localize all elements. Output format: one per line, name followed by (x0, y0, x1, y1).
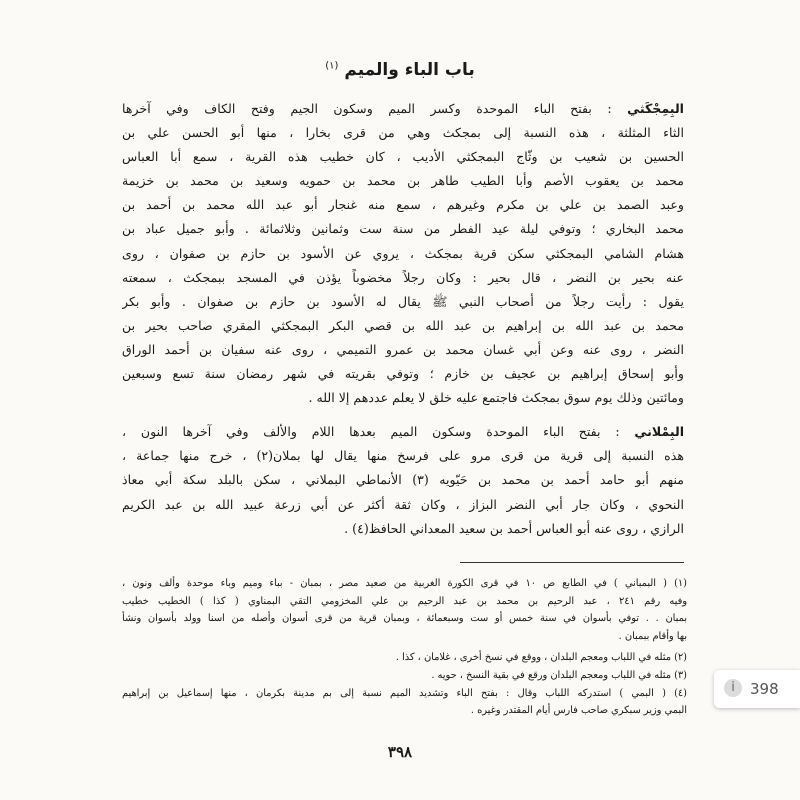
text-line: هشام الشامي البمجكثي سكن قرية بمجكث ، يروي عن الأسود بن حازم بن صفوان ، روى (122, 245, 684, 261)
footnote-line: البمي وزير سبكري صاحب فارس أيام المقتدر وغيره . (470, 705, 687, 717)
text-line: وعبد الصمد بن علي بن مكرم وغيرهم ، سمع منه غنجار أبو عبد الله محمد بن أحمد بن (122, 197, 684, 213)
text-line: الرازي ، روى عنه أبو العباس أحمد بن سعيد المعداني الحافظ(٤) . (344, 520, 684, 536)
text-line: محمد البخاري ؛ وتوفي ليلة عيد الفطر من سنة ست وثمانين وثلاثمائة . وأبو جميل عباد بن (122, 221, 684, 237)
text-line: محمد بن عبد الله بن إبراهيم بن عبد الله بن قصي البكر البمجكثي المقري صاحب بحير بن (122, 317, 684, 333)
footnotes (122, 575, 687, 720)
footnote-2 (122, 649, 687, 667)
main-text (122, 97, 684, 541)
footnote-line: وفيه رقم ٢٤١ ، عبد الرحيم بن محمد بن عبد الرحيم بن علي المخزومي التقي البمناوي ( كذا ) الخطيب خطيب (122, 595, 687, 607)
text-line: النضر ، روى عنه وعن أبي غسان محمد بن عمرو التميمي ، روى عنه سفيان بن أحمد الوراق (122, 341, 684, 357)
footnote-line: (٣) مثله في اللباب ومعجم البلدان ورقع في بقية النسخ ، حويه . (431, 669, 687, 681)
entry-bimlani (122, 420, 684, 540)
entry-gap (122, 410, 684, 420)
footnote-line: (٤) ( البمي ) استدركه اللباب وقال : بفتح الباء وتشديد الميم نسبة إلى بم مدينة بكرمان ، منها إسماعيل بن إبراهيم (122, 687, 687, 699)
page-indicator-text: 398 (750, 680, 779, 698)
line-text: بفتح الباء الموحدة وكسر الميم وسكون الجيم وفتح الكاف وفي آخرها (122, 101, 592, 116)
chapter-title (0, 60, 800, 80)
line-text: بفتح الباء الموحدة وسكون الميم بعدها اللام والألف وفي آخرها النون ، (122, 424, 601, 440)
text-line (122, 420, 684, 444)
page-number: ٣٩٨ (387, 743, 413, 761)
text-line: الحسين بن شعيب بن وثّاج البمجكثي الأديب ، كان خطيب هذه القرية ، سمع أبا العباس (122, 149, 684, 165)
text-line (122, 97, 684, 121)
headword: البِمْلاني (634, 424, 684, 440)
text-line: الثاء المثلثة ، هذه النسبة إلى بمجكث وهي من قرى بخارا ، منها أبو الحسن علي بن (122, 125, 684, 141)
text-line: وأبو إسحاق إبراهيم بن عجيف بن خازم ؛ وتوفي بقريته في شهر رمضان سنة تسع وسبعين (122, 366, 684, 382)
footnote-line: (٢) مثله في اللباب ومعجم البلدان ، ووقع في نسخ أخرى ، غلامان ، كذا . (395, 652, 687, 664)
page-indicator-badge[interactable] (714, 670, 800, 708)
chapter-title-footnote-marker: (١) (325, 60, 339, 72)
text-line: النحوي ، وكان جار أبي النضر البزاز ، وكان ثقة أكثر عن أبي زرعة عبيد الله بن عبد الكريم (122, 496, 684, 512)
text-line: هذه النسبة إلى قرية من قرى مرو على فرسخ منها يقال لها بملان(٢) ، خرج منها جماعة ، (122, 448, 684, 464)
footnote-line: بمبان . . توفي بأسوان في سنة خمس أو ست وسبعمائة ، وبمبان قرية من قرى أسوان وأصله من اسنا وولد بأسوان ونشأ (122, 613, 687, 625)
text-line: عنه بحير بن النضر ، قال بحير : وكان رجلاً مخضوباً يؤذن في المسجد ببمجكث ، سمعته (122, 269, 684, 285)
text-line: ومائتين وذلك يوم سوق بمجكث فاجتمع عليه خلق لا يعلم عددهم إلا الله . (308, 390, 684, 406)
footnote-separator (460, 562, 684, 563)
text-line: يقول : رأيت رجلاً من أصحاب النبي ﷺ يقال له الأسود بن حازم بن صفوان . وأبو بكر (122, 293, 684, 309)
chapter-title-text: باب الباء والميم (344, 60, 475, 80)
text-line: محمد بن يعقوب الأصم وأبا الطيب طاهر بن محمد بن حمويه وسعيد بن محمد بن خزيمة (122, 173, 684, 189)
info-icon: i (724, 679, 742, 697)
footnote-4 (122, 685, 687, 720)
headword: البِمِجْكَثي (627, 101, 684, 116)
entry-bimjakthi (122, 97, 684, 410)
entry-separator: : (600, 424, 635, 440)
footnote-line: بها وأقام ببمبان . (618, 630, 687, 642)
entry-separator: : (591, 101, 628, 116)
footnote-3 (122, 667, 687, 685)
footnote-1 (122, 575, 687, 645)
text-line: منهم أبو حامد أحمد بن محمد بن حَيّويه (٣) الأنماطي البملاني ، سكن بالبلد سكة أبي معاذ (122, 472, 684, 488)
footnote-line: (١) ( البمباني ) في الطابع ص ١٠ في قرى الكورة الغربية من صعيد مصر ، بمبان - بباء وميم وباء موحدة وألف ونون ، (122, 578, 687, 589)
